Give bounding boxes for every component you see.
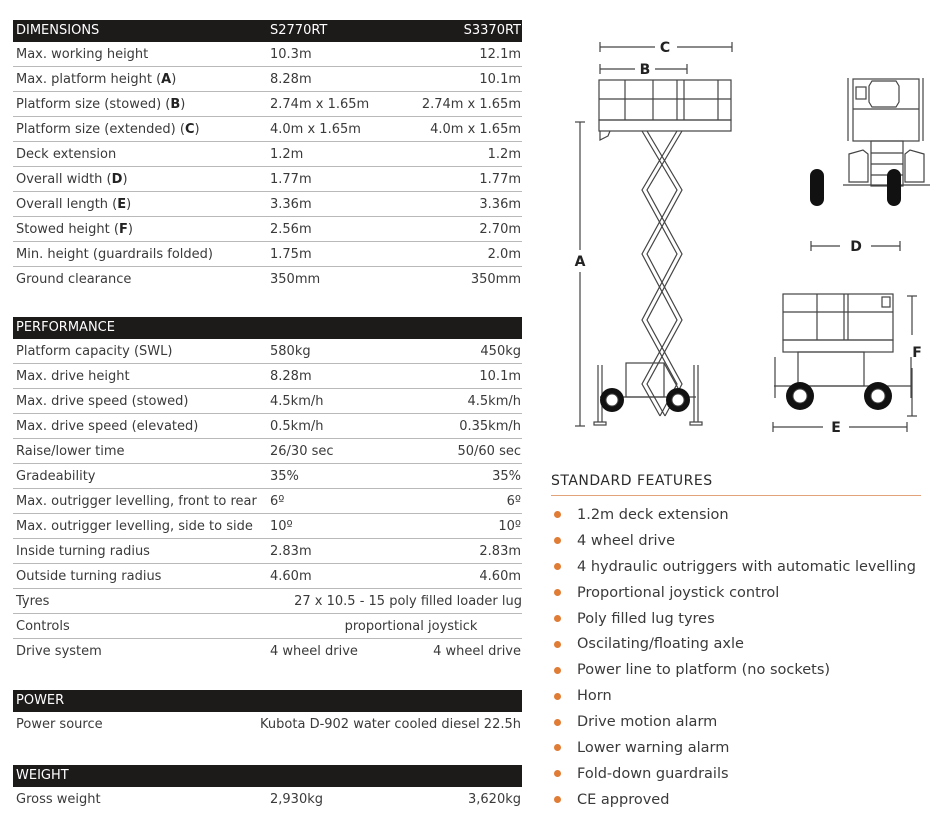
row-value: proportional joystick: [344, 619, 478, 634]
row-value-s3370rt: 35%: [492, 469, 521, 484]
row-value-s3370rt: 10º: [498, 519, 521, 534]
feature-text: CE approved: [577, 791, 670, 808]
table-row-power-source: [13, 712, 522, 736]
standard-features: [551, 473, 921, 813]
weight-header: [13, 765, 522, 787]
bullet-icon: [554, 796, 561, 803]
bullet-icon: [554, 770, 561, 777]
row-value-s2770rt: 8.28m: [270, 72, 312, 87]
wheel-icons: [600, 169, 901, 412]
power-header: [13, 690, 522, 712]
front-view: [843, 78, 930, 186]
dimensions-title: DIMENSIONS: [16, 23, 100, 38]
table-row: [13, 439, 522, 464]
list-item: [551, 683, 921, 709]
row-value-s2770rt: 10.3m: [270, 47, 312, 62]
table-row: [13, 339, 522, 364]
dimensions-header: [13, 20, 522, 42]
table-row: [13, 267, 522, 291]
row-label: Max. drive speed (elevated): [16, 419, 199, 434]
row-label: Gradeability: [16, 469, 96, 484]
row-value-s3370rt: 1.77m: [479, 172, 521, 187]
row-value-s3370rt: 1.2m: [487, 147, 521, 162]
list-item: [551, 554, 921, 580]
row-value-s3370rt: 6º: [506, 494, 521, 509]
list-item: [551, 528, 921, 554]
table-row-tyres: [13, 589, 522, 614]
row-value-s2770rt: 3.36m: [270, 197, 312, 212]
dimension-label-d: D: [850, 239, 862, 255]
row-label: Tyres: [16, 594, 50, 609]
dimension-key: C: [184, 122, 195, 137]
table-row: [13, 414, 522, 439]
row-label: Max. drive speed (stowed): [16, 394, 189, 409]
table-row: [13, 167, 522, 192]
row-label-text: Stowed height (: [16, 222, 119, 237]
row-value-s2770rt: 0.5km/h: [270, 419, 324, 434]
dimension-key: E: [117, 197, 127, 212]
power-table: [13, 690, 522, 736]
performance-table: [13, 317, 522, 663]
row-value-s2770rt: 4.5km/h: [270, 394, 324, 409]
row-value-s3370rt: 2.74m x 1.65m: [421, 97, 521, 112]
table-row: [13, 67, 522, 92]
feature-text: Poly filled lug tyres: [577, 610, 715, 627]
row-label: Platform size (extended) (C): [16, 122, 200, 137]
table-row: [13, 42, 522, 67]
row-value-s2770rt: 1.77m: [270, 172, 312, 187]
feature-text: 1.2m deck extension: [577, 506, 729, 523]
bullet-icon: [554, 667, 561, 674]
table-row: [13, 514, 522, 539]
row-value-s2770rt: 4 wheel drive: [270, 644, 358, 659]
table-row-gross-weight: [13, 787, 522, 811]
row-value-s2770rt: 2.56m: [270, 222, 312, 237]
row-value-s2770rt: 8.28m: [270, 369, 312, 384]
list-item: [551, 657, 921, 683]
row-value-s3370rt: 450kg: [480, 344, 521, 359]
elevated-side-view: [575, 42, 732, 426]
row-label-text: Max. platform height (: [16, 72, 162, 87]
table-row: [13, 217, 522, 242]
model-s3370rt-header: S3370RT: [463, 23, 521, 38]
row-label: Overall width (D): [16, 172, 128, 187]
feature-text: Power line to platform (no sockets): [577, 662, 831, 679]
dimension-key: B: [170, 97, 181, 112]
row-label: Max. platform height (A): [16, 72, 177, 87]
row-label: [16, 267, 270, 291]
row-value-s2770rt: 580kg: [270, 344, 311, 359]
table-row: [13, 564, 522, 589]
row-label: Drive system: [16, 644, 102, 659]
list-item: [551, 787, 921, 813]
table-row: [13, 192, 522, 217]
row-label-text: Platform size (extended) (: [16, 122, 185, 137]
feature-text: 4 hydraulic outriggers with automatic levelling: [577, 558, 916, 575]
feature-text: Horn: [577, 688, 612, 705]
row-value-s3370rt: 0.35km/h: [459, 419, 521, 434]
row-value-s3370rt: 2.0m: [487, 247, 521, 262]
row-value: Kubota D-902 water cooled diesel 22.5h: [260, 717, 521, 732]
row-value-s3370rt: 50/60 sec: [457, 444, 521, 459]
dimensions-table: [13, 20, 522, 291]
feature-text: Fold-down guardrails: [577, 765, 729, 782]
row-value-s3370rt: 4.5km/h: [467, 394, 521, 409]
dimension-key: D: [111, 172, 123, 187]
table-row: [13, 364, 522, 389]
row-label: Stowed height (F): [16, 222, 133, 237]
row-label: Platform capacity (SWL): [16, 344, 173, 359]
table-row: [13, 92, 522, 117]
bullet-icon: [554, 719, 561, 726]
row-label-text: Deck extension: [16, 147, 117, 162]
row-value-s2770rt: 1.75m: [270, 247, 312, 262]
row-value-s3370rt: 10.1m: [479, 369, 521, 384]
table-row: [13, 389, 522, 414]
list-item: [551, 735, 921, 761]
row-label: Inside turning radius: [16, 544, 150, 559]
features-title: STANDARD FEATURES: [551, 473, 921, 496]
row-label-text: Overall length (: [16, 197, 118, 212]
dimension-key: F: [118, 222, 128, 237]
row-value-s3370rt: 4 wheel drive: [433, 644, 521, 659]
scissor-lift-diagram: [560, 30, 940, 445]
row-label-text: Platform size (stowed) (: [16, 97, 171, 112]
row-value-s3370rt: 2.83m: [479, 544, 521, 559]
row-value-s2770rt: 1.2m: [270, 147, 304, 162]
table-row: [13, 464, 522, 489]
bullet-icon: [554, 563, 561, 570]
row-label: Platform size (stowed) (B): [16, 97, 186, 112]
bullet-icon: [554, 744, 561, 751]
dimension-label-a: A: [574, 254, 586, 270]
list-item: [551, 709, 921, 735]
table-row: [13, 489, 522, 514]
row-value-s2770rt: 4.60m: [270, 569, 312, 584]
bullet-icon: [554, 537, 561, 544]
row-label: Max. outrigger levelling, front to rear: [16, 494, 257, 509]
table-row-controls: [13, 614, 522, 639]
list-item: [551, 631, 921, 657]
table-row-drive-system: [13, 639, 522, 663]
bullet-icon: [554, 615, 561, 622]
feature-text: 4 wheel drive: [577, 532, 676, 549]
row-value-s2770rt: 35%: [270, 469, 299, 484]
dimension-label-c: C: [659, 40, 671, 56]
power-title: POWER: [16, 693, 65, 708]
row-value-s2770rt: 2.83m: [270, 544, 312, 559]
performance-header: [13, 317, 522, 339]
weight-table: [13, 765, 522, 811]
row-label-text: Max. working height: [16, 47, 149, 62]
row-value-s3370rt: 3,620kg: [468, 792, 521, 807]
dimension-label-f: F: [912, 345, 922, 361]
features-list: [551, 502, 921, 813]
table-row: [13, 117, 522, 142]
row-value-s3370rt: 3.36m: [479, 197, 521, 212]
row-label: [16, 142, 270, 166]
row-value-s2770rt: 6º: [270, 494, 285, 509]
stowed-side-view: [774, 294, 912, 398]
row-label-text: Ground clearance: [16, 272, 132, 287]
dimension-label-e: E: [831, 420, 841, 436]
row-value-s2770rt: 26/30 sec: [270, 444, 334, 459]
table-row: [13, 242, 522, 267]
row-value-s2770rt: 4.0m x 1.65m: [270, 122, 361, 137]
bullet-icon: [554, 693, 561, 700]
row-label: Raise/lower time: [16, 444, 125, 459]
feature-text: Drive motion alarm: [577, 714, 718, 731]
bullet-icon: [554, 641, 561, 648]
dimension-label-b: B: [639, 62, 651, 78]
row-value-s3370rt: 350mm: [470, 272, 521, 287]
row-value-s3370rt: 2.70m: [479, 222, 521, 237]
row-label: Max. outrigger levelling, side to side: [16, 519, 253, 534]
row-value-s2770rt: 350mm: [270, 272, 321, 287]
table-row: [13, 539, 522, 564]
row-label: Overall length (E): [16, 197, 132, 212]
table-row: [13, 142, 522, 167]
row-value-s3370rt: 10.1m: [479, 72, 521, 87]
dimension-key: A: [161, 72, 172, 87]
list-item: [551, 606, 921, 632]
list-item: [551, 761, 921, 787]
row-value-s3370rt: 4.0m x 1.65m: [430, 122, 521, 137]
list-item: [551, 502, 921, 528]
row-value: 27 x 10.5 - 15 poly filled loader lug: [294, 594, 522, 609]
row-label: Controls: [16, 619, 70, 634]
model-s2770rt-header: S2770RT: [270, 23, 328, 38]
feature-text: Oscilating/floating axle: [577, 636, 744, 653]
row-label: [16, 242, 270, 266]
row-value-s3370rt: 4.60m: [479, 569, 521, 584]
list-item: [551, 580, 921, 606]
row-label: Outside turning radius: [16, 569, 162, 584]
bullet-icon: [554, 511, 561, 518]
row-label: [16, 42, 270, 66]
bullet-icon: [554, 589, 561, 596]
row-label-text: Overall width (: [16, 172, 112, 187]
row-label: Gross weight: [16, 792, 101, 807]
weight-title: WEIGHT: [16, 768, 69, 783]
row-value-s2770rt: 2,930kg: [270, 792, 323, 807]
row-label: Power source: [16, 717, 103, 732]
feature-text: Lower warning alarm: [577, 739, 730, 756]
row-value-s2770rt: 2.74m x 1.65m: [270, 97, 370, 112]
row-label-text: Min. height (guardrails folded): [16, 247, 213, 262]
feature-text: Proportional joystick control: [577, 584, 780, 601]
performance-title: PERFORMANCE: [16, 320, 115, 335]
row-label: Max. drive height: [16, 369, 130, 384]
row-value-s2770rt: 10º: [270, 519, 293, 534]
row-value-s3370rt: 12.1m: [479, 47, 521, 62]
